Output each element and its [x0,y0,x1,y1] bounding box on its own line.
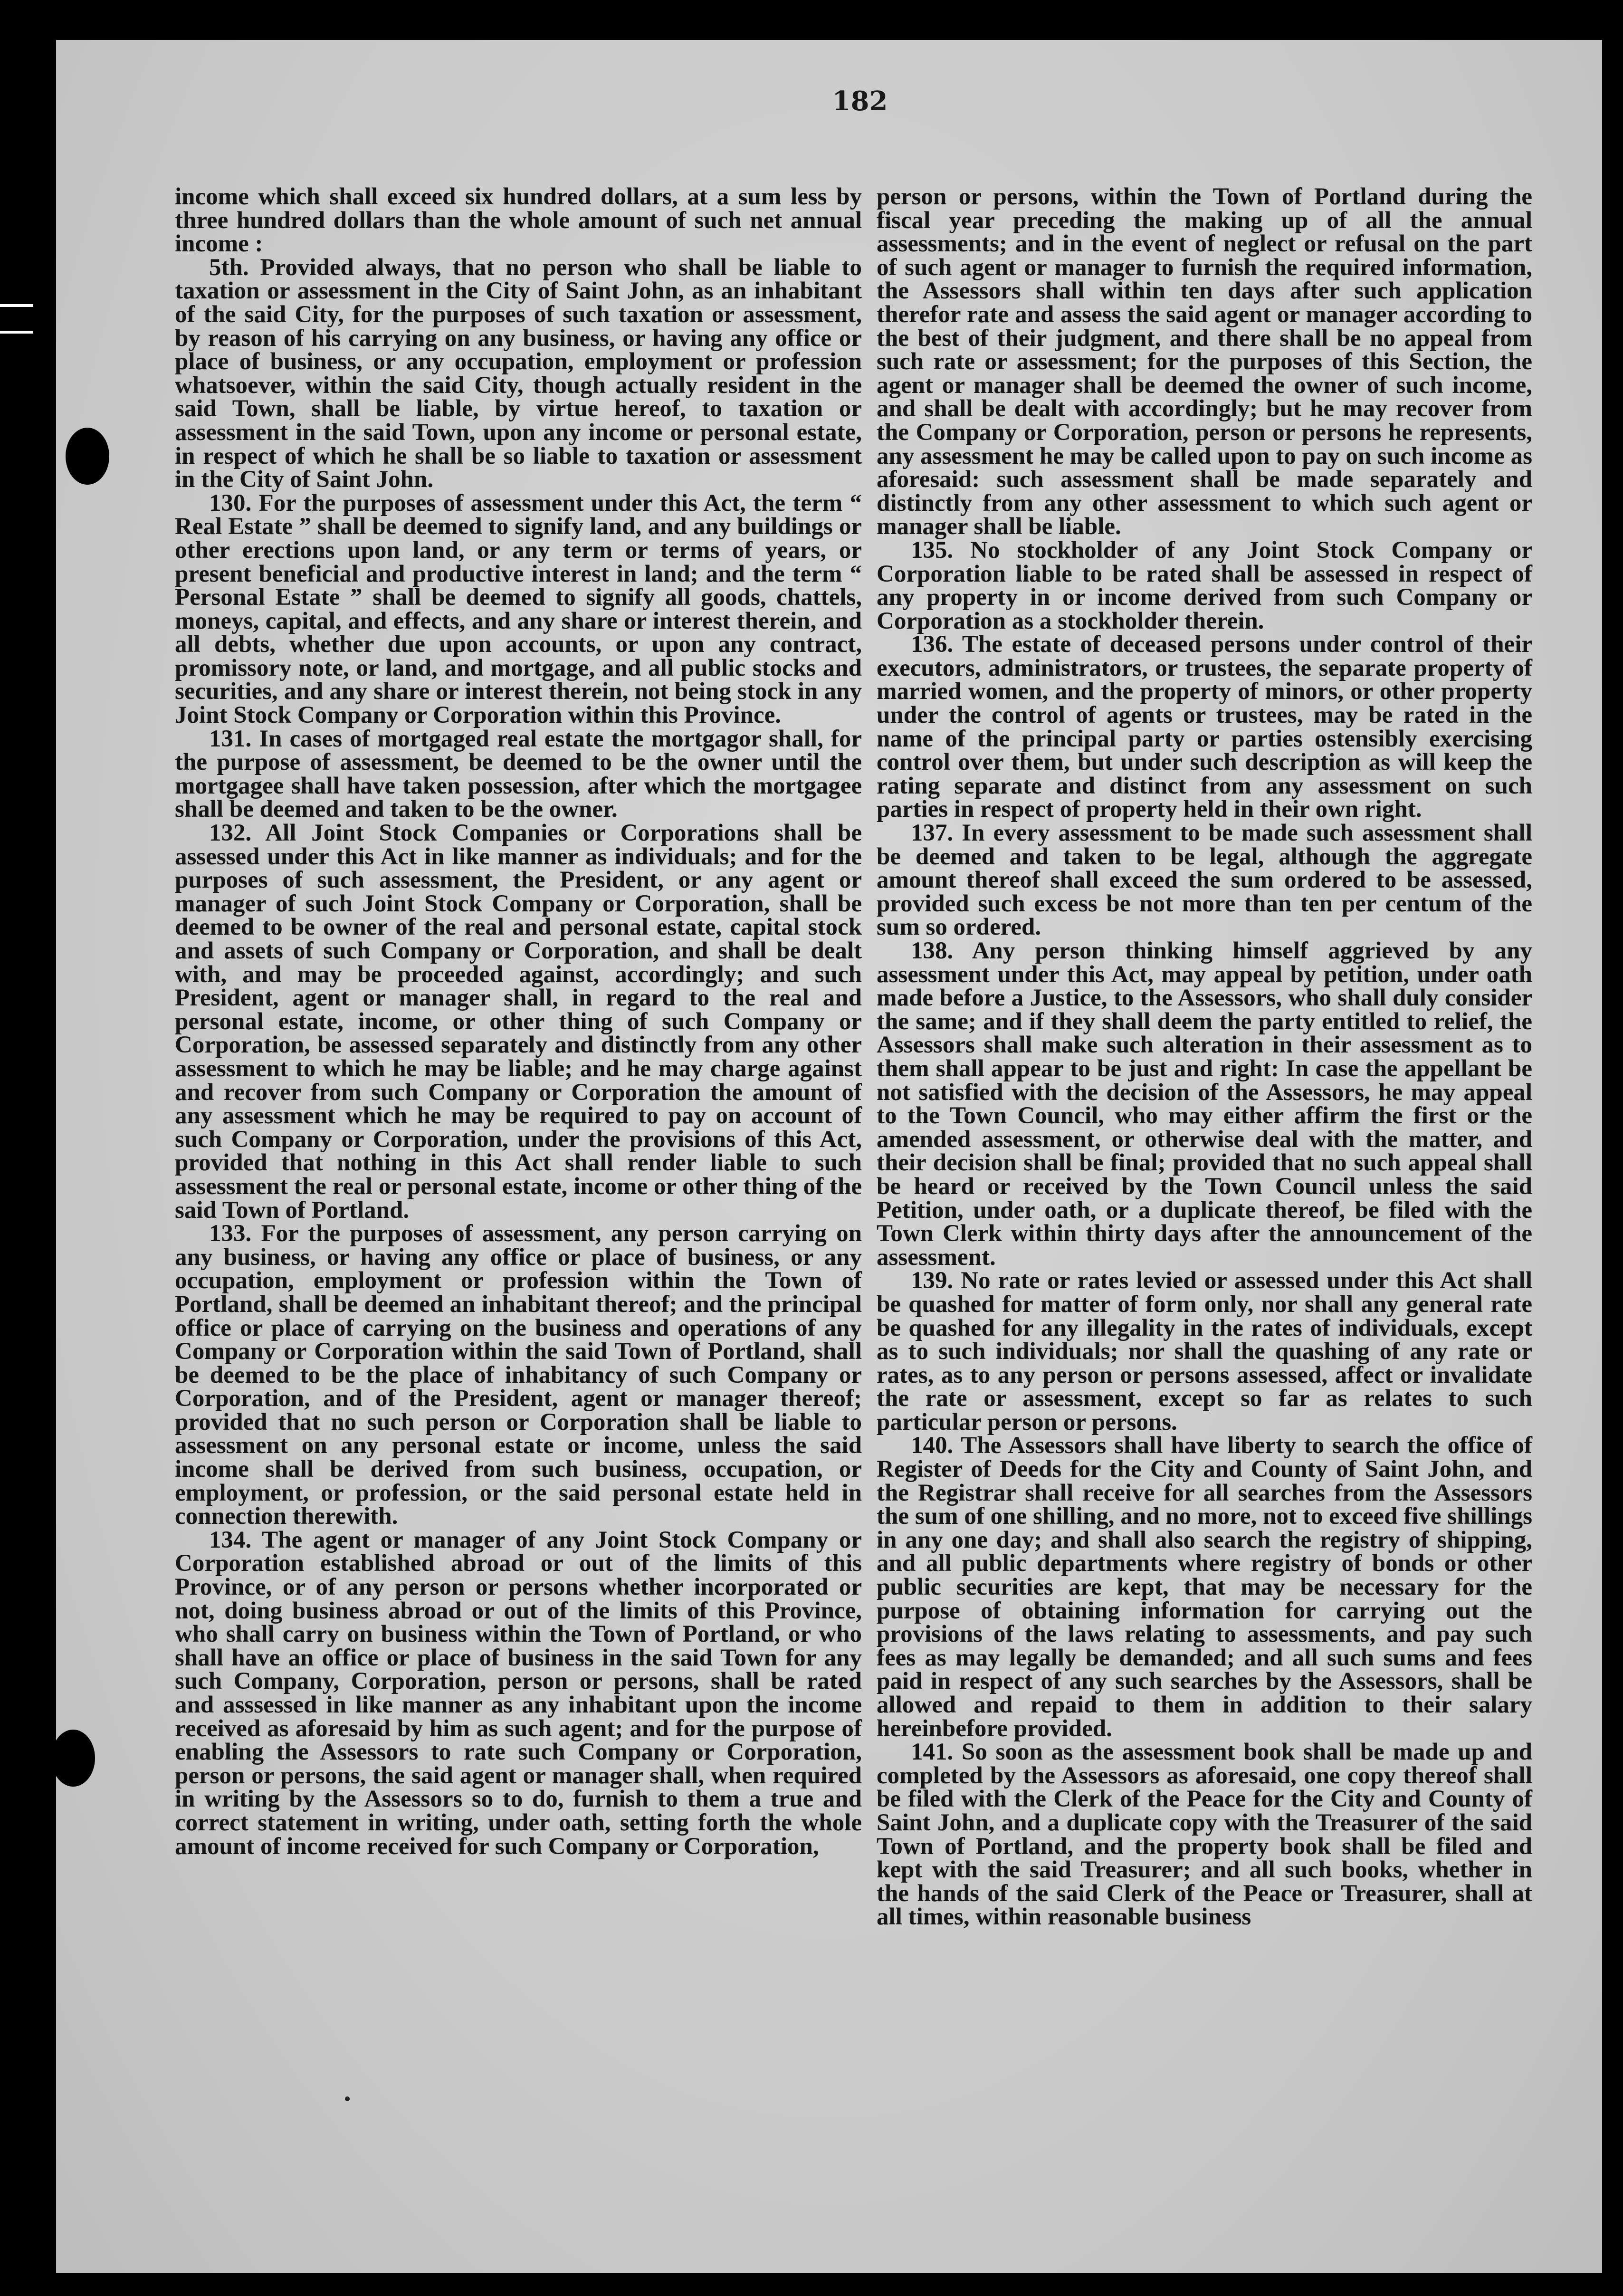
left-column-paragraph: 131. In cases of mortgaged real estate the mortgagor shall, for the purpose of assessment, be deemed to be the owner until the mortgagee shall have taken possession, after which the mortgagee shall be deemed and taken to be the owner. [175,725,862,823]
left-column-paragraph: 133. For the purposes of assessment, any person carrying on any business, or having any office or place of business, or any occupation, employment or profession within the Town of Portland, shall be deemed an inhabitant thereof; and the principal office or place of carrying on the business and operations of any Company or Corporation within the said Town of Portland, shall be deemed to be the place of inhabitancy of such Company or Corporation, and of the President, agent or manager thereof; provided that no such person or Corporation shall be liable to assessment on any personal estate or income, unless the said income shall be derived from such business, occupation, or employment, or profession, or the said personal estate held in connection therewith. [175,1220,862,1530]
right-column [877,185,1532,1929]
left-column-paragraph: income which shall exceed six hundred dollars, at a sum less by three hundred dollars than the whole amount of such net annual income : [175,183,862,258]
binding-hole-bottom [51,1730,95,1787]
right-column-paragraph: 135. No stockholder of any Joint Stock Company or Corporation liable to be rated shall be assessed in respect of any property in or income derived from such Company or Corporation as a stockholder therein. [877,536,1532,634]
left-column-paragraph: 134. The agent or manager of any Joint Stock Company or Corporation established abroad or out of the limits of this Province, or of any person or persons whether incorporated or not, doing business abroad or out of the limits of this Province, who shall carry on business within the Town of Portland, or who shall have an office or place of business in the said Town for any such Company, Corporation, person or persons, shall be rated and asssessed in like manner as any inhabitant upon the income received as aforesaid by him as such agent; and for the purpose of enabling the Assessors to rate such Company or Corporation, person or persons, the said agent or manager shall, when required in writing by the Assessors so to do, furnish to them a true and correct statement in writing, under oath, setting forth the whole amount of income received for such Company or Corporation, [175,1526,862,1860]
binding-tab [0,304,33,334]
page-number: 182 [832,86,888,117]
right-column-paragraph: person or persons, within the Town of Portland during the fiscal year preceding the making up of all the annual assessments; and in the event of neglect or refusal on the part of such agent or manager to furnish the required information, the Assessors shall within ten days after such application therefor rate and assess the said agent or manager according to the best of their judgment, and there shall be no appeal from such rate or assessment; for the purposes of this Section, the agent or manager shall be deemed the owner of such income, and shall be dealt with accordingly; but he may recover from the Company or Corporation, person or persons he represents, any assessment he may be called upon to pay on such income as aforesaid: such assessment shall be made separately and distinctly from any other assessment to which such agent or manager shall be liable. [877,183,1532,540]
right-column-paragraph: 141. So soon as the assessment book shall be made up and completed by the Assessors as aforesaid, one copy thereof shall be filed with the Clerk of the Peace for the City and County of Saint John, and a duplicate copy with the Treasurer of the said Town of Portland, and the property book shall be filed and kept with the said Treasurer; and all such books, whether in the hands of the said Clerk of the Peace or Treasurer, shall at all times, within reasonable business [877,1739,1532,1931]
left-column-paragraph: 5th. Provided always, that no person who shall be liable to taxation or assessment in the City of Saint John, as an inhabitant of the said City, for the purposes of such taxation or assessment, by reason of his carrying on any business, or having any office or place of business, or any occupation, employment or profession whatsoever, within the said City, though actually resident in the said Town, shall be liable, by virtue hereof, to taxation or assessment in the said Town, upon any income or personal estate, in respect of which he shall be so liable to taxation or assessment in the City of Saint John. [175,254,862,493]
right-column-paragraph: 138. Any person thinking himself aggrieved by any assessment under this Act, may appeal by petition, under oath made before a Justice, to the Assessors, who shall duly consider the same; and if they shall deem the party entitled to relief, the Assessors shall make such alteration in their assessment as to them shall appear to be just and right: In case the appellant be not satisfied with the decision of the Assessors, he may appeal to the Town Council, who may either affirm the first or the amended assessment, or otherwise deal with the matter, and their decision shall be final; provided that no such appeal shall be heard or received by the Town Council unless the said Petition, under oath, or a duplicate thereof, be filed with the Town Clerk within thirty days after the announcement of the assessment. [877,938,1532,1271]
left-column-paragraph: 132. All Joint Stock Companies or Corporations shall be assessed under this Act in like manner as individuals; and for the purposes of such assessment, the President, or any agent or manager of such Joint Stock Company or Corporation, shall be deemed to be owner of the real and personal estate, capital stock and assets of such Company or Corporation, and shall be dealt with, and may be proceeded against, accordingly; and such President, agent or manager shall, in regard to the real and personal estate, income, or other thing of such Company or Corporation, be assessed separately and distinctly from any other assessment to which he may be liable; and he may charge against and recover from such Company or Corporation the amount of any assessment which he may be required to pay on account of such Company or Corporation, under the provisions of this Act, provided that nothing in this Act shall render liable to such assessment the real or personal estate, income or other thing of the said Town of Portland. [175,820,862,1224]
ink-speck [345,2096,350,2101]
right-column-paragraph: 139. No rate or rates levied or assessed under this Act shall be quashed for matter of form only, nor shall any general rate be quashed for any illegality in the rates of individuals, except as to such individuals; nor shall the quashing of any rate or rates, as to any person or persons assessed, affect or invalidate the rate or assessment, except so far as relates to such particular person or persons. [877,1267,1532,1435]
left-column [175,185,862,1858]
right-column-paragraph: 136. The estate of deceased persons under control of their executors, administrators, or trustees, the separate property of married women, and the property of minors, or other property under the control of agents or trustees, may be rated in the name of the principal party or parties ostensibly exercising control over them, but under such description as will keep the rating separate and distinct from any assessment on such parties in respect of property held in their own right. [877,631,1532,823]
right-column-paragraph: 140. The Assessors shall have liberty to search the office of Register of Deeds for the City and County of Saint John, and the Registrar shall receive for all searches from the Assessors the sum of one shilling, and no more, not to exceed five shillings in any one day; and shall also search the registry of shipping, and all public departments where registry of bonds or other public securities are kept, that may be necessary for the purpose of obtaining information for carrying out the provisions of the laws relating to assessments, and pay such fees as may legally be demanded; and all such sums and fees paid in respect of any such searches by the Assessors, shall be allowed and repaid to them in addition to their salary hereinbefore provided. [877,1432,1532,1742]
left-column-paragraph: 130. For the purposes of assessment under this Act, the term “ Real Estate ” shall be deemed to signify land, and any buildings or other erections upon land, or any term or terms of years, or present beneficial and productive interest in land; and the term “ Personal Estate ” shall be deemed to signify all goods, chattels, moneys, capital, and effects, and any share or interest therein, and all debts, whether due upon accounts, or upon any contract, promissory note, or land, and mortgage, and all public stocks and securities, and any share or interest therein, not being stock in any Joint Stock Company or Corporation within this Province. [175,489,862,729]
binding-hole-top [66,428,109,485]
right-column-paragraph: 137. In every assessment to be made such assessment shall be deemed and taken to be legal, although the aggregate amount thereof shall exceed the sum ordered to be assessed, provided such excess be not more than ten per centum of the sum so ordered. [877,820,1532,941]
